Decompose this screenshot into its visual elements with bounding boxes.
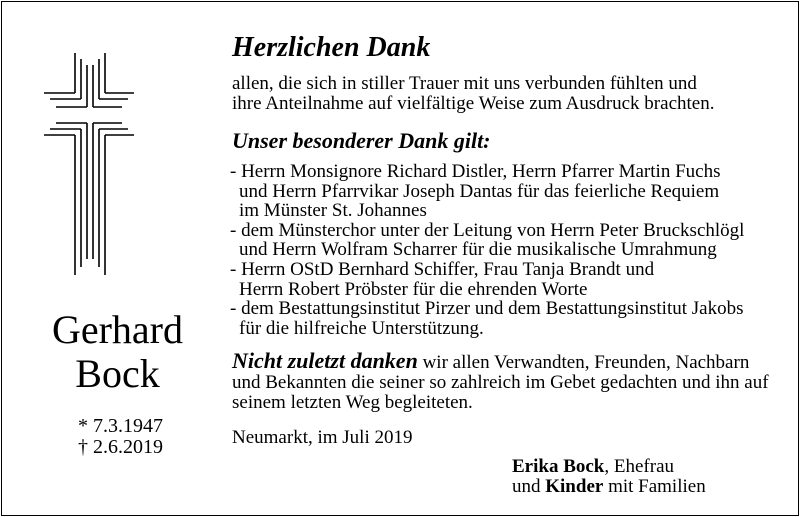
subheading: Unser besonderer Dank gilt:	[232, 128, 491, 153]
signature-line	[512, 477, 706, 497]
signature-name: Erika Bock	[512, 456, 605, 477]
birth-date: * 7.3.1947	[78, 415, 163, 437]
list-item-continuation: und Herrn Pfarrvikar Joseph Dantas für das feierliche Requiem	[239, 180, 720, 202]
signature-prefix: und	[512, 476, 546, 497]
list-item: - dem Münsterchor unter der Leitung von Herrn Peter Bruckschlögl	[230, 219, 745, 241]
list-item-continuation: für die hilfreiche Unterstützung.	[239, 317, 484, 339]
cross-icon	[44, 53, 134, 275]
closing-lead: Nicht zuletzt danken	[232, 348, 418, 373]
list-item: - Herrn OStD Bernhard Schiffer, Frau Tanja Brandt und	[230, 258, 655, 280]
list-item-continuation: Herrn Robert Pröbster für die ehrenden Worte	[239, 278, 588, 300]
list-item-continuation: und Herrn Wolfram Scharrer für die musikalische Umrahmung	[239, 239, 717, 261]
intro-line: allen, die sich in stiller Trauer mit uns verbunden fühlten und	[232, 73, 697, 94]
thanks-list	[230, 162, 744, 338]
closing-line	[232, 348, 769, 373]
intro-line: ihre Anteilnahme auf vielfältige Weise zum Ausdruck brachten.	[232, 93, 715, 114]
heading: Herzlichen Dank	[232, 32, 431, 63]
closing-text	[232, 348, 769, 413]
signature-role: , Ehefrau	[604, 456, 675, 477]
list-item: - Herrn Monsignore Richard Distler, Herrn Pfarrer Martin Fuchs	[230, 161, 721, 182]
signature-name: Kinder	[545, 476, 604, 497]
signature	[512, 457, 706, 497]
deceased-column	[0, 0, 215, 517]
place-date: Neumarkt, im Juli 2019	[232, 427, 413, 448]
closing-rest: wir allen Verwandten, Freunden, Nachbarn	[417, 352, 750, 373]
list-item-continuation: im Münster St. Johannes	[239, 200, 427, 222]
closing-line: und Bekannten die seiner so zahlreich im Gebet gedachten und ihn auf	[232, 372, 769, 393]
deceased-last-name: Bock	[75, 351, 160, 396]
list-item: - dem Bestattungsinstitut Pirzer und dem Bestattungsinstitut Jakobs	[230, 298, 744, 320]
death-date: † 2.6.2019	[78, 436, 163, 458]
signature-line	[512, 457, 706, 477]
closing-line: seinem letzten Weg begleiteten.	[232, 392, 473, 413]
signature-suffix: mit Familien	[603, 476, 706, 497]
intro-text	[232, 74, 714, 114]
deceased-first-name: Gerhard	[51, 307, 184, 352]
